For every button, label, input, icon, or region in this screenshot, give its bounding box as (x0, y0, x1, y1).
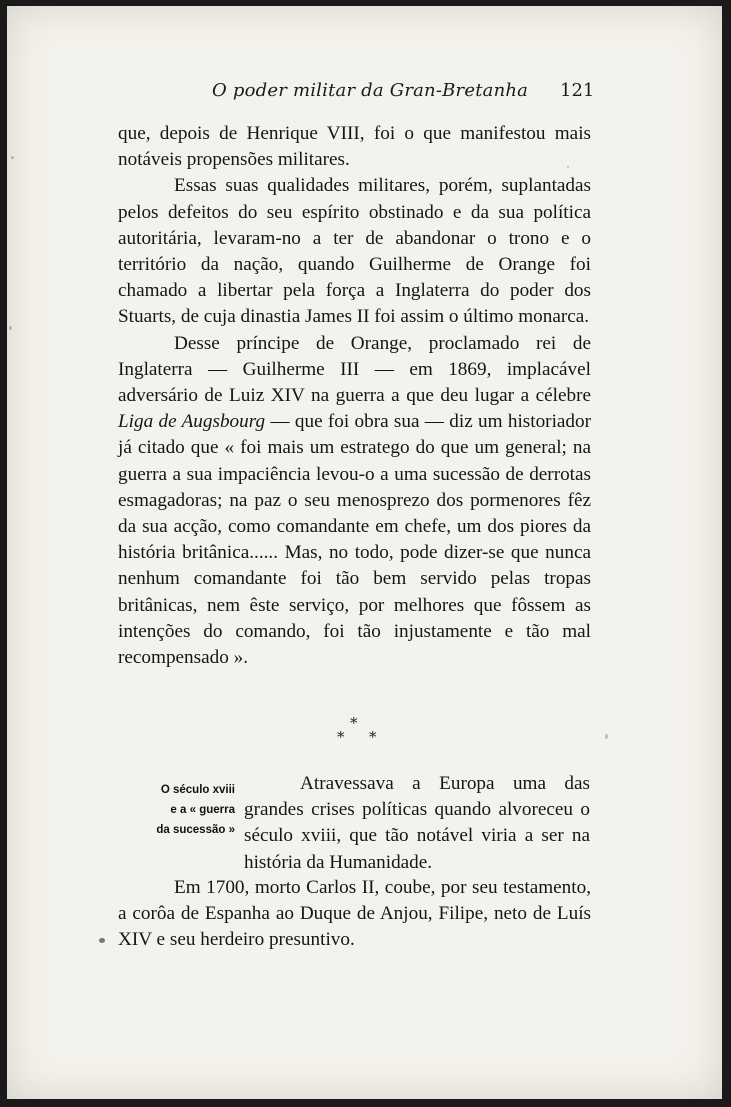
page-header (7, 76, 722, 106)
paragraph-stuarts: Essas suas qualidades militares, porém, suplantadas pelos defeitos do seu espírito obstinado e da sua política autoritária, levaram-no a ter de abandonar o trono e o território da nação, quando Guilherme de Orange foi chamado a libertar pela força a Inglaterra do poder dos Stuarts, de cuja dinastia James II foi assim o último monarca. (118, 175, 591, 328)
main-text-block (118, 121, 591, 671)
lower-text-block (118, 875, 591, 954)
section-opening-text (244, 771, 590, 876)
marginal-note-line: O século xviii (160, 784, 235, 796)
book-page (7, 6, 722, 1099)
paragraph-orange (118, 331, 591, 672)
paragraph-orange-part-2: — que foi obra sua — diz um historiador já citado que « foi mais um estratego do que um general; na guerra a sua impaciência levou-o a uma sucessão de derrotas esmagadoras; na paz o seu menosprezo dos pormenores fêz da sua acção, como comandante em chefe, um dos piores da história britânica...... Mas, no todo, pode dizer-se que nunca nenhum comandante foi tão bem servido pelas tropas britânicas, nem êste serviço, por melhores que fôssem as intenções do comando, foi tão injustamente e tão mal recompensado ». (118, 411, 591, 669)
marginal-note-line: e a « guerra (170, 804, 235, 816)
italic-title-liga-de-augsbourg: Liga de Augsbourg (118, 411, 266, 433)
asterism-star-top: * (350, 714, 358, 732)
page-number: 121 (560, 80, 595, 101)
paper-speck (9, 326, 12, 330)
running-title: O poder militar da Gran-Bretanha (212, 80, 529, 101)
section-asterism (325, 714, 385, 744)
paper-speck (11, 156, 14, 159)
paragraph-orange-part-1: Desse príncipe de Orange, proclamado rei de Inglaterra — Guilherme III — em 1869, implacável adversário de Luiz XIV na guerra a que deu lugar a célebre (118, 332, 591, 407)
marginal-note (140, 780, 235, 840)
asterism-star-left: * (337, 728, 345, 746)
asterism-star-right: * (369, 728, 377, 746)
marginal-note-line: da sucessão » (156, 824, 235, 836)
paragraph-europe-crisis: Atravessava a Europa uma das grandes crises políticas quando alvoreceu o século xviii, que tão notável viria a ser na história da Humanidade. (244, 773, 590, 873)
paper-speck (99, 938, 105, 943)
paragraph-carlos-ii: Em 1700, morto Carlos II, coube, por seu testamento, a corôa de Espanha ao Duque de Anjou, Filipe, neto de Luís XIV e seu herdeiro presuntivo. (118, 877, 591, 951)
paragraph-continuation: que, depois de Henrique VIII, foi o que manifestou mais notáveis propensões militares. (118, 123, 591, 171)
paper-speck (605, 734, 608, 739)
